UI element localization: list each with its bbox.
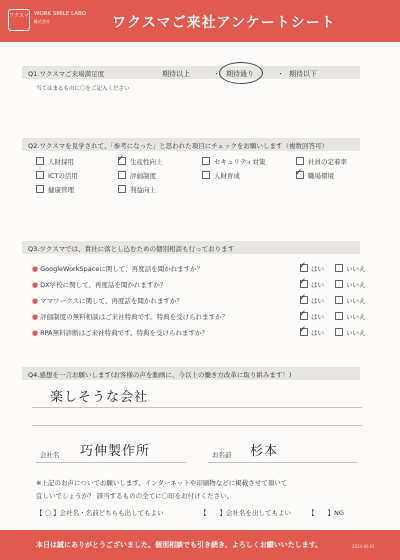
consent-line-1: ※上記のお声についてお願いします。インターネットや印刷物などに掲載させて頂いて xyxy=(36,479,288,487)
check-icon: ✓ xyxy=(299,325,307,335)
consent-option-ng[interactable]: 【 】NG xyxy=(308,509,344,517)
q1-separator-2: ・ xyxy=(277,70,284,78)
no-label: いいえ xyxy=(346,297,366,305)
check-icon: ✓ xyxy=(299,309,307,319)
bullet-icon: ● xyxy=(32,265,39,273)
name-value[interactable]: 杉本 xyxy=(250,444,279,459)
name-line xyxy=(208,462,358,463)
q1-separator-1: ・ xyxy=(213,70,220,78)
bullet-icon: ● xyxy=(32,297,39,305)
check-icon: ✓ xyxy=(299,261,307,271)
label-profit: 利益向上 xyxy=(130,186,156,194)
label-ict: ICTの活用 xyxy=(48,172,78,180)
company-label: 会社名 xyxy=(40,451,60,459)
name-label: お名前 xyxy=(212,451,232,459)
checkbox-security[interactable] xyxy=(202,157,210,165)
no-checkbox[interactable] xyxy=(335,296,343,304)
label-workplace: 職場環境 xyxy=(308,172,334,180)
check-icon: ✓ xyxy=(299,293,307,303)
company-value[interactable]: 巧伸製作所 xyxy=(80,444,151,459)
bullet-icon: ● xyxy=(32,313,39,321)
q3-row-text: GoogleWorkSpaceに関して、再度話を聞かれますか？ xyxy=(40,265,204,273)
comment-text[interactable]: 楽しそうな会社 xyxy=(50,390,149,405)
footer-thanks: 本日は誠にありがとうございました。個別相談でも引き続き、よろしくお願いいたします。 xyxy=(36,541,323,549)
yes-label: はい xyxy=(311,265,324,273)
no-label: いいえ xyxy=(346,329,366,337)
label-health: 健康管理 xyxy=(48,186,74,194)
q3-row-evaluation xyxy=(32,312,228,321)
q2-label: Q2.ワクスマを見学されて、「参考になった」と思われた項目にチェックをお願いします（複数回答可） xyxy=(28,142,329,150)
comment-line xyxy=(32,425,362,426)
q3-row-text: ママワークスに関して、再度話を聞かれますか？ xyxy=(40,297,183,305)
q1-option-meets[interactable]: 期待通り xyxy=(226,70,254,78)
q1-label: Q1.ワクスマご来場満足度 xyxy=(28,70,105,78)
q3-row-rpa xyxy=(32,328,208,337)
label-security: セキュリティ対策 xyxy=(214,158,266,166)
no-checkbox[interactable] xyxy=(335,312,343,320)
label-development: 人財育成 xyxy=(214,172,240,180)
checkbox-health[interactable] xyxy=(36,185,44,193)
yes-label: はい xyxy=(311,297,324,305)
q3-row-gws xyxy=(32,264,203,273)
label-evaluation: 評価制度 xyxy=(130,172,156,180)
company-line xyxy=(36,462,186,463)
label-productivity: 生産性向上 xyxy=(130,158,163,166)
logo-name xyxy=(34,11,114,25)
q1-option-above[interactable]: 期待以上 xyxy=(162,70,190,78)
checkbox-recruitment[interactable] xyxy=(36,157,44,165)
check-icon: ✓ xyxy=(117,154,125,164)
checkbox-evaluation[interactable] xyxy=(118,171,126,179)
consent-line-2: 宜しいでしょうか？ 該当するものの全てに〇印をお付けください。 xyxy=(36,492,234,500)
footer-date: 2024.06.01 xyxy=(352,544,375,549)
no-checkbox[interactable] xyxy=(335,264,343,272)
bullet-icon: ● xyxy=(32,329,39,337)
footer-bar xyxy=(0,530,400,560)
checkbox-retention[interactable] xyxy=(296,157,304,165)
checkbox-ict[interactable] xyxy=(36,171,44,179)
selection-circle-icon xyxy=(219,62,263,84)
q3-row-text: 評価制度の無料相談はご来社特典です。特典を受けられますか？ xyxy=(40,313,229,321)
no-label: いいえ xyxy=(346,265,366,273)
q3-row-text: RPA無料診断はご来社特典です。特典を受けられますか？ xyxy=(40,329,209,337)
no-label: いいえ xyxy=(346,281,366,289)
yes-label: はい xyxy=(311,281,324,289)
q1-note: 当てはまるものに〇をご記入ください xyxy=(36,86,130,92)
comment-line xyxy=(32,407,362,408)
bullet-icon: ● xyxy=(32,281,39,289)
yes-label: はい xyxy=(311,313,324,321)
logo-icon xyxy=(8,9,30,31)
q3-row-text: DX学校に関して、再度話を聞かれますか？ xyxy=(40,281,167,289)
checkbox-profit[interactable] xyxy=(118,185,126,193)
logo-mark: ワクスマ xyxy=(9,13,29,19)
logo-subtitle: 株式会社 xyxy=(34,19,50,24)
header-bar xyxy=(0,0,400,42)
checkbox-development[interactable] xyxy=(202,171,210,179)
no-label: いいえ xyxy=(346,313,366,321)
no-checkbox[interactable] xyxy=(335,328,343,336)
consent-option-both[interactable]: 【 〇 】会社名・名前どちらも出してもよい xyxy=(36,509,164,517)
q3-row-mamaworks xyxy=(32,296,183,305)
label-retention: 社員の定着率 xyxy=(308,158,347,166)
page-title: ワクスマご来社アンケートシート xyxy=(112,15,336,31)
check-icon: ✓ xyxy=(295,168,303,178)
yes-label: はい xyxy=(311,329,324,337)
q1-option-below[interactable]: 期待以下 xyxy=(289,70,317,78)
check-icon: ✓ xyxy=(299,277,307,287)
q4-label: Q4.感想を一言お願いします(お客様の声を動画に、今以上の働き方改革に取り組みます！) xyxy=(28,371,292,379)
q3-row-dx xyxy=(32,280,166,289)
no-checkbox[interactable] xyxy=(335,280,343,288)
q3-label: Q3.ワクスマでは、貴社に落とし込むための個別相談も行っております xyxy=(28,245,235,253)
logo-title: WORK SMILE LABO xyxy=(34,11,87,17)
consent-option-company[interactable]: 【 】会社名を出してもよい xyxy=(200,509,291,517)
label-recruitment: 人財採用 xyxy=(48,158,74,166)
